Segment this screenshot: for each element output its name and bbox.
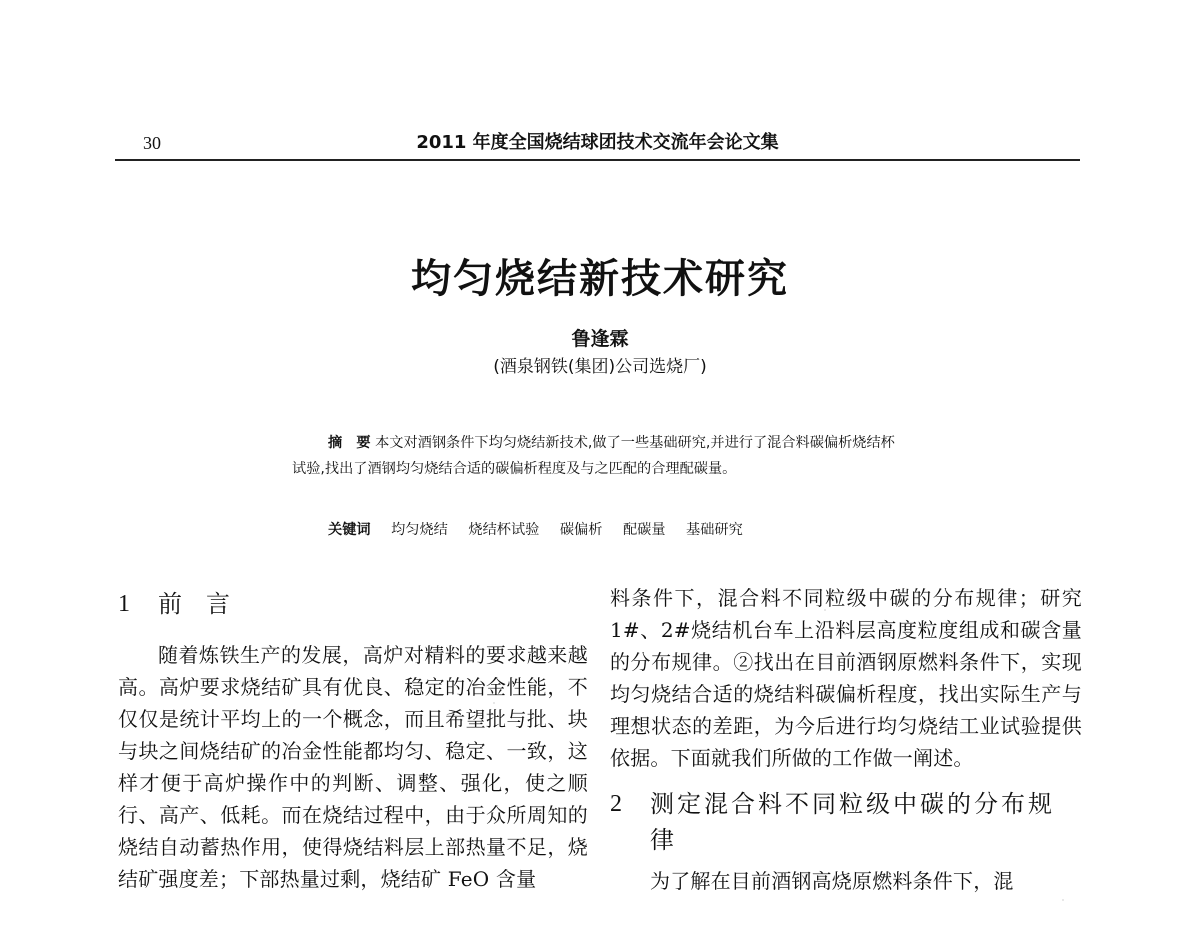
section-number: 1 [118, 591, 131, 617]
author-name: 鲁逢霖 [571, 328, 629, 350]
paper-title: 均匀烧结新技术研究 [411, 255, 789, 302]
body-paragraph: 为了解在目前酒钢高烧原燃料条件下，混 [650, 869, 1014, 893]
header-divider [115, 159, 1080, 161]
left-column [118, 586, 588, 895]
keywords-label: 关键词 [328, 522, 371, 538]
running-header [115, 128, 1080, 160]
keywords [292, 518, 904, 542]
keyword-item: 均匀烧结 [391, 522, 448, 538]
section-heading-introduction [118, 586, 588, 622]
section-number: 2 [610, 791, 625, 817]
section-title: 前言 [158, 590, 254, 618]
section-heading-carbon-distribution [610, 786, 1082, 858]
keyword-item: 碳偏析 [559, 522, 603, 538]
right-column [610, 582, 1082, 897]
page-number: 30 [143, 133, 161, 153]
journal-title: 2011 年度全国烧结球团技术交流年会论文集 [416, 132, 779, 153]
keyword-item: 配碳量 [622, 522, 666, 538]
keyword-item: 基础研究 [686, 522, 743, 538]
scan-speck [824, 609, 826, 611]
abstract-label: 摘 要 [328, 435, 371, 451]
continued-paragraph: 料条件下，混合料不同粒级中碳的分布规律；研究 1#、2#烧结机台车上沿料层高度粒度组成和碳含量的分布规律。②找出在目前酒钢原燃料条件下，实现均匀烧结合适的烧结料碳偏析程度，找出实际生产与理想状态的差距，为今后进行均匀烧结工业试验提供依据。下面就我们所做的工作做一阐述。 [610, 586, 1082, 770]
abstract [292, 430, 904, 482]
keyword-item: 烧结杯试验 [468, 522, 540, 538]
abstract-text: 本文对酒钢条件下均匀烧结新技术,做了一些基础研究,并进行了混合料碳偏析烧结杯试验,找出了酒钢均匀烧结合适的碳偏析程度及与之匹配的合理配碳量。 [292, 435, 895, 477]
section-title: 测定混合料不同粒级中碳的分布规律 [650, 790, 1055, 854]
author-affiliation: (酒泉钢铁(集团)公司选烧厂) [493, 357, 707, 377]
scan-speck [493, 702, 495, 704]
scan-speck [1062, 899, 1064, 901]
body-paragraph: 随着炼铁生产的发展，高炉对精料的要求越来越高。高炉要求烧结矿具有优良、稳定的冶金性能，不仅仅是统计平均上的一个概念，而且希望批与批、块与块之间烧结矿的冶金性能都均匀、稳定、一致，这样才便于高炉操作中的判断、调整、强化，使之顺行、高产、低耗。而在烧结过程中，由于众所周知的烧结自动蓄热作用，使得烧结料层上部热量不足，烧结矿强度差；下部热量过剩，烧结矿 FeO 含量 [118, 643, 588, 891]
